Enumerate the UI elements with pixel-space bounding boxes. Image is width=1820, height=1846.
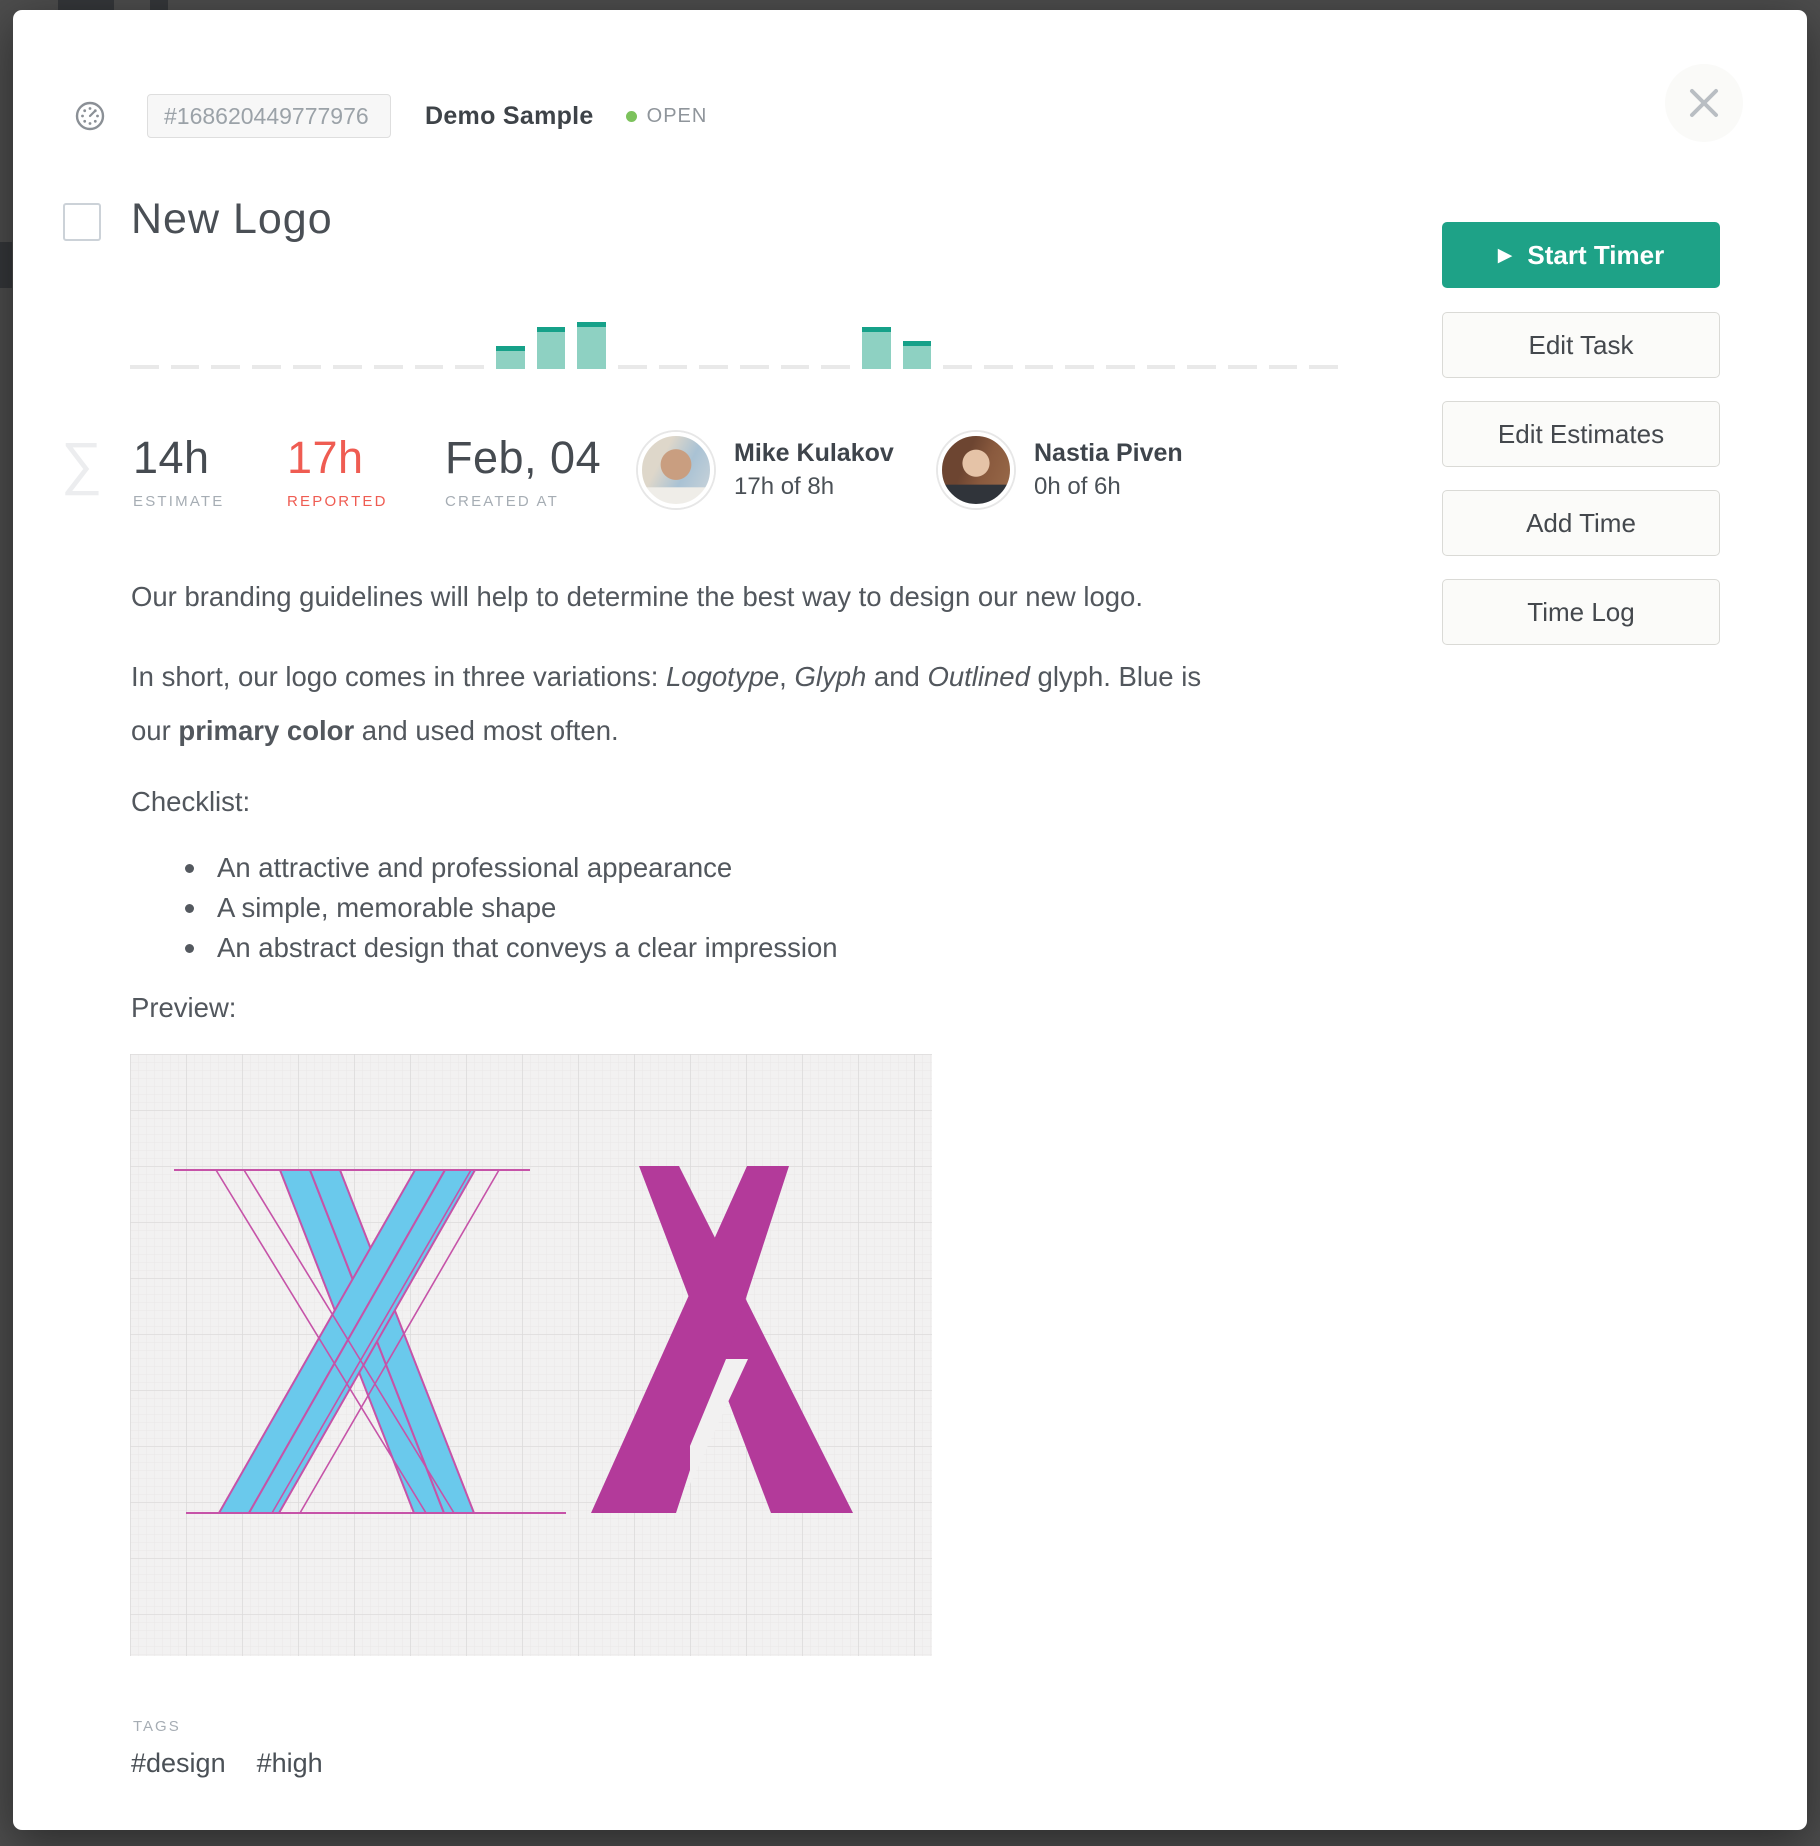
sparkline-dash	[781, 365, 810, 369]
sparkline-bar	[577, 322, 606, 369]
time-log-label: Time Log	[1527, 596, 1635, 627]
reported-label: REPORTED	[287, 493, 388, 510]
sparkline-dash	[1309, 365, 1338, 369]
created-stat	[445, 432, 601, 510]
assignee-time: 17h of 8h	[734, 473, 835, 500]
dash	[252, 365, 281, 369]
dash	[455, 365, 484, 369]
text-run-italic: Outlined	[927, 661, 1030, 692]
sparkline-bar-body	[537, 332, 566, 369]
created-label: CREATED AT	[445, 493, 559, 510]
sparkline-bar-body	[903, 346, 932, 369]
edit-task-button[interactable]	[1442, 312, 1720, 378]
timer-clock-icon	[75, 101, 105, 131]
text-run: our	[131, 715, 179, 746]
dash	[659, 365, 688, 369]
dash	[1106, 365, 1135, 369]
sparkline-bar	[537, 327, 566, 369]
dash	[1025, 365, 1054, 369]
text-run-italic: Glyph	[794, 661, 867, 692]
avatar	[938, 432, 1014, 508]
text-run: ,	[779, 661, 795, 692]
sparkline-bar-body	[577, 327, 606, 369]
edit-estimates-label: Edit Estimates	[1497, 418, 1665, 449]
project-name: Demo Sample	[425, 101, 594, 130]
dash	[293, 365, 322, 369]
sparkline-dash	[699, 365, 728, 369]
logo-preview-image	[130, 1054, 932, 1656]
checklist-item-text: An abstract design that conveys a clear impression	[217, 932, 838, 963]
sparkline-dash	[333, 365, 362, 369]
dash	[943, 365, 972, 369]
sparkline-dash	[1025, 365, 1054, 369]
assignee-mike	[638, 432, 894, 508]
reported-stat	[287, 432, 388, 510]
sparkline-dash	[821, 365, 850, 369]
dash	[171, 365, 200, 369]
backdrop-fragment	[0, 242, 12, 288]
preview-label: Preview:	[131, 992, 237, 1023]
description-paragraph-2	[131, 650, 1351, 758]
dash	[211, 365, 240, 369]
sparkline-dash	[374, 365, 403, 369]
dash	[415, 365, 444, 369]
status-dot	[626, 111, 637, 122]
dash	[1269, 365, 1298, 369]
text-run: glyph. Blue is	[1029, 661, 1202, 692]
sigma-icon: ∑	[61, 431, 103, 496]
sparkline-dash	[659, 365, 688, 369]
assignee-nastia	[938, 432, 1183, 508]
text-run: In short, our logo comes in three variations:	[131, 661, 666, 692]
checklist-item	[131, 848, 838, 888]
status-label: OPEN	[646, 104, 708, 127]
task-id-input[interactable]	[147, 94, 391, 138]
dash	[618, 365, 647, 369]
bullet-icon	[185, 864, 194, 873]
bullet-icon	[185, 904, 194, 913]
text-run-italic: Logotype	[666, 661, 780, 692]
sparkline-dash	[171, 365, 200, 369]
tag-list	[131, 1748, 323, 1779]
avatar	[638, 432, 714, 508]
checklist-label: Checklist:	[131, 786, 251, 817]
dash	[1065, 365, 1094, 369]
assignee-time: 0h of 6h	[1034, 473, 1121, 500]
text-run: and used most often.	[354, 715, 619, 746]
assignee-name: Mike Kulakov	[734, 439, 894, 467]
dash	[333, 365, 362, 369]
estimate-stat	[133, 432, 225, 510]
checklist-item	[131, 928, 838, 968]
sparkline-dash	[130, 365, 159, 369]
checklist-item-text: A simple, memorable shape	[217, 892, 557, 923]
start-timer-label: Start Timer	[1527, 239, 1665, 270]
sparkline-bar-body	[862, 332, 891, 369]
add-time-button[interactable]	[1442, 490, 1720, 556]
dash	[1187, 365, 1216, 369]
text-run-bold: primary color	[178, 715, 355, 746]
estimate-value: 14h	[133, 432, 210, 483]
dash	[699, 365, 728, 369]
dash	[740, 365, 769, 369]
sparkline-dash	[984, 365, 1013, 369]
sparkline-dash	[211, 365, 240, 369]
sparkline-dash	[252, 365, 281, 369]
backdrop-fragment	[150, 0, 168, 10]
add-time-label: Add Time	[1526, 507, 1636, 538]
time-sparkline	[130, 322, 1338, 369]
dash	[781, 365, 810, 369]
text-run: and	[866, 661, 928, 692]
dash	[821, 365, 850, 369]
sparkline-dash	[740, 365, 769, 369]
task-detail-modal	[13, 10, 1807, 1830]
sparkline-dash	[618, 365, 647, 369]
task-complete-checkbox[interactable]	[63, 203, 101, 241]
task-title: New Logo	[131, 195, 333, 243]
assignee-name: Nastia Piven	[1034, 439, 1183, 467]
tag[interactable]: #high	[256, 1748, 323, 1778]
sparkline-dash	[1065, 365, 1094, 369]
start-timer-button[interactable]	[1442, 222, 1720, 288]
edit-estimates-button[interactable]	[1442, 401, 1720, 467]
time-log-button[interactable]	[1442, 579, 1720, 645]
dash	[374, 365, 403, 369]
tag[interactable]: #design	[131, 1748, 226, 1778]
edit-task-label: Edit Task	[1528, 329, 1634, 360]
dash	[984, 365, 1013, 369]
checklist	[131, 848, 838, 968]
sparkline-dash	[455, 365, 484, 369]
sparkline-bar-body	[496, 351, 525, 369]
bullet-icon	[185, 944, 194, 953]
reported-value: 17h	[287, 432, 364, 483]
backdrop-fragment	[58, 0, 114, 10]
estimate-label: ESTIMATE	[133, 493, 225, 510]
created-value: Feb, 04	[445, 432, 602, 483]
description-paragraph-1: Our branding guidelines will help to determine the best way to design our new logo.	[131, 581, 1143, 612]
sparkline-bar	[903, 341, 932, 369]
sparkline-dash	[293, 365, 322, 369]
dash	[130, 365, 159, 369]
checklist-item	[131, 888, 838, 928]
dash	[1147, 365, 1176, 369]
modal-header	[75, 94, 707, 138]
tags-label: TAGS	[133, 1718, 181, 1735]
sparkline-dash	[1269, 365, 1298, 369]
close-button[interactable]	[1665, 64, 1743, 142]
sparkline-dash	[1228, 365, 1257, 369]
sparkline-dash	[943, 365, 972, 369]
dash	[1228, 365, 1257, 369]
dash	[1309, 365, 1338, 369]
sparkline-dash	[415, 365, 444, 369]
close-icon	[1687, 86, 1721, 120]
play-icon: ▶	[1497, 244, 1513, 266]
sparkline-bar	[496, 346, 525, 369]
sparkline-bar	[862, 327, 891, 369]
sparkline-dash	[1106, 365, 1135, 369]
sparkline-dash	[1147, 365, 1176, 369]
checklist-item-text: An attractive and professional appearance	[217, 852, 733, 883]
sparkline-dash	[1187, 365, 1216, 369]
